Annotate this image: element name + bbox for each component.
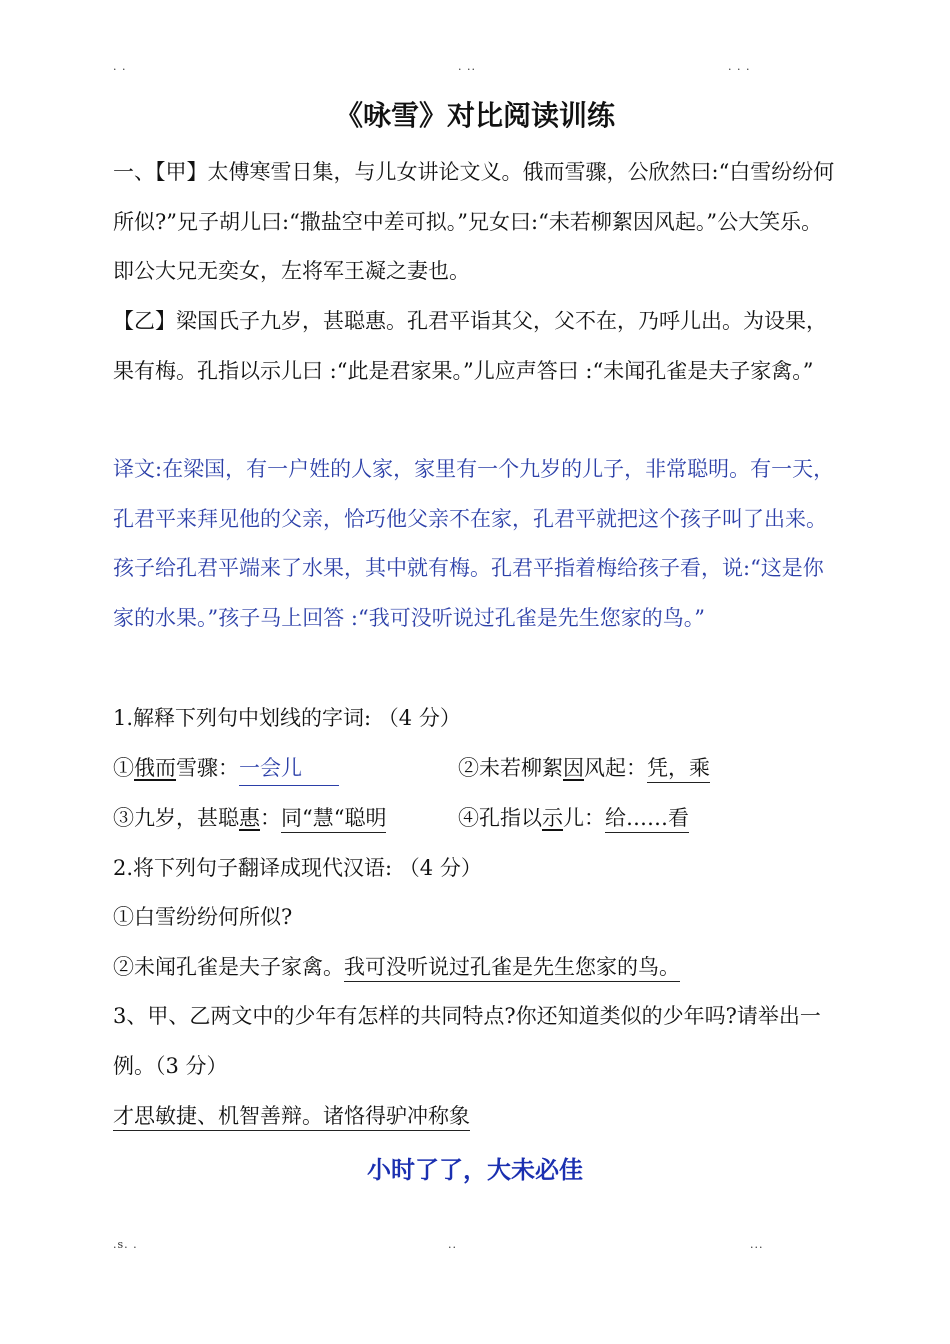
- passage-jia: 一、【甲】太傅寒雪日集，与儿女讲论文义。俄而雪骤，公欣然曰:“白雪纷纷何所似?”兄子胡儿曰:“撒盐空中差可拟。”兄女曰:“未若柳絮因风起。”公大笑乐。即公大兄无奕女，左将军王凝之妻也。: [113, 160, 835, 283]
- q1-item-2-answer: 凭，乘: [647, 756, 710, 783]
- header-right-dots: . . .: [728, 60, 751, 73]
- q1-item-3-answer: 同“慧“聪明: [281, 806, 386, 833]
- q1-prompt: 1.解释下列句中划线的字词: （4 分）: [113, 706, 461, 730]
- q2-item-1: ①白雪纷纷何所似?: [113, 905, 293, 929]
- q1-item-4-num: ④: [458, 806, 479, 830]
- footer-right-dots: ...: [750, 1238, 764, 1251]
- q1-item-1: [113, 753, 339, 786]
- q3-answer-text: 才思敏捷、机智善辩。诸恪得驴冲称象: [113, 1104, 470, 1131]
- footer-center-dots: ..: [448, 1238, 457, 1251]
- header-left-dots: . .: [113, 60, 127, 73]
- q2-item-2-answer: 我可没听说过孔雀是先生您家的鸟。: [344, 955, 680, 982]
- q1-item-4-pre: 孔指以: [479, 806, 542, 830]
- q1-item-4-key: 示: [542, 806, 563, 830]
- q1-item-2-key: 因: [563, 756, 584, 780]
- q1-item-1-answer: 一会儿: [239, 753, 339, 786]
- translation: 译文:在梁国，有一户姓的人家，家里有一个九岁的儿子，非常聪明。有一天，孔君平来拜见他的父亲，恰巧他父亲不在家，孔君平就把这个孩子叫了出来。孩子给孔君平端来了水果，其中就有梅。孔君平指着梅给孩子看，说:“这是你家的水果。”孩子马上回答 :“我可没听说过孔雀是先生您家的鸟。”: [113, 457, 835, 630]
- q1-item-2-post: 风起：: [584, 756, 647, 780]
- q1-item-1-key: 俄而: [134, 756, 176, 780]
- q1-item-3-pre: 九岁，甚聪: [134, 806, 239, 830]
- q1-item-2: [458, 753, 710, 783]
- q1-item-3: [113, 803, 386, 833]
- q3-answer: [113, 1101, 470, 1131]
- page-title: 《咏雪》对比阅读训练: [334, 99, 615, 132]
- q1-item-4-post: 儿：: [563, 806, 605, 830]
- q1-item-2-num: ②: [458, 756, 479, 780]
- q1-item-3-post: ：: [260, 806, 281, 830]
- q2-prompt: 2.将下列句子翻译成现代汉语: （4 分）: [113, 856, 482, 880]
- q1-item-1-num: ①: [113, 756, 134, 780]
- q1-item-1-post: 雪骤：: [176, 756, 239, 780]
- q1-item-3-num: ③: [113, 806, 134, 830]
- footer-left-dots: .s. .: [113, 1238, 138, 1251]
- q3-prompt: 3、甲、乙两文中的少年有怎样的共同特点?你还知道类似的少年吗?请举出一例。（3 分）: [113, 1004, 821, 1078]
- q1-item-2-pre: 未若柳絮: [479, 756, 563, 780]
- q1-item-4-answer: 给……看: [605, 806, 689, 833]
- q2-item-2-question: ②未闻孔雀是夫子家禽。: [113, 955, 344, 979]
- q1-item-4: [458, 803, 689, 833]
- closing-line: 小时了了，大未必佳: [367, 1156, 583, 1184]
- q2-item-2: [113, 952, 680, 982]
- q1-item-3-key: 惠: [239, 806, 260, 830]
- header-center-dots: . ..: [458, 60, 476, 73]
- passage-yi: 【乙】梁国氏子九岁，甚聪惠。孔君平诣其父，父不在，乃呼儿出。为设果，果有梅。孔指以示儿曰 :“此是君家果。”儿应声答曰 :“未闻孔雀是夫子家禽。”: [113, 309, 827, 383]
